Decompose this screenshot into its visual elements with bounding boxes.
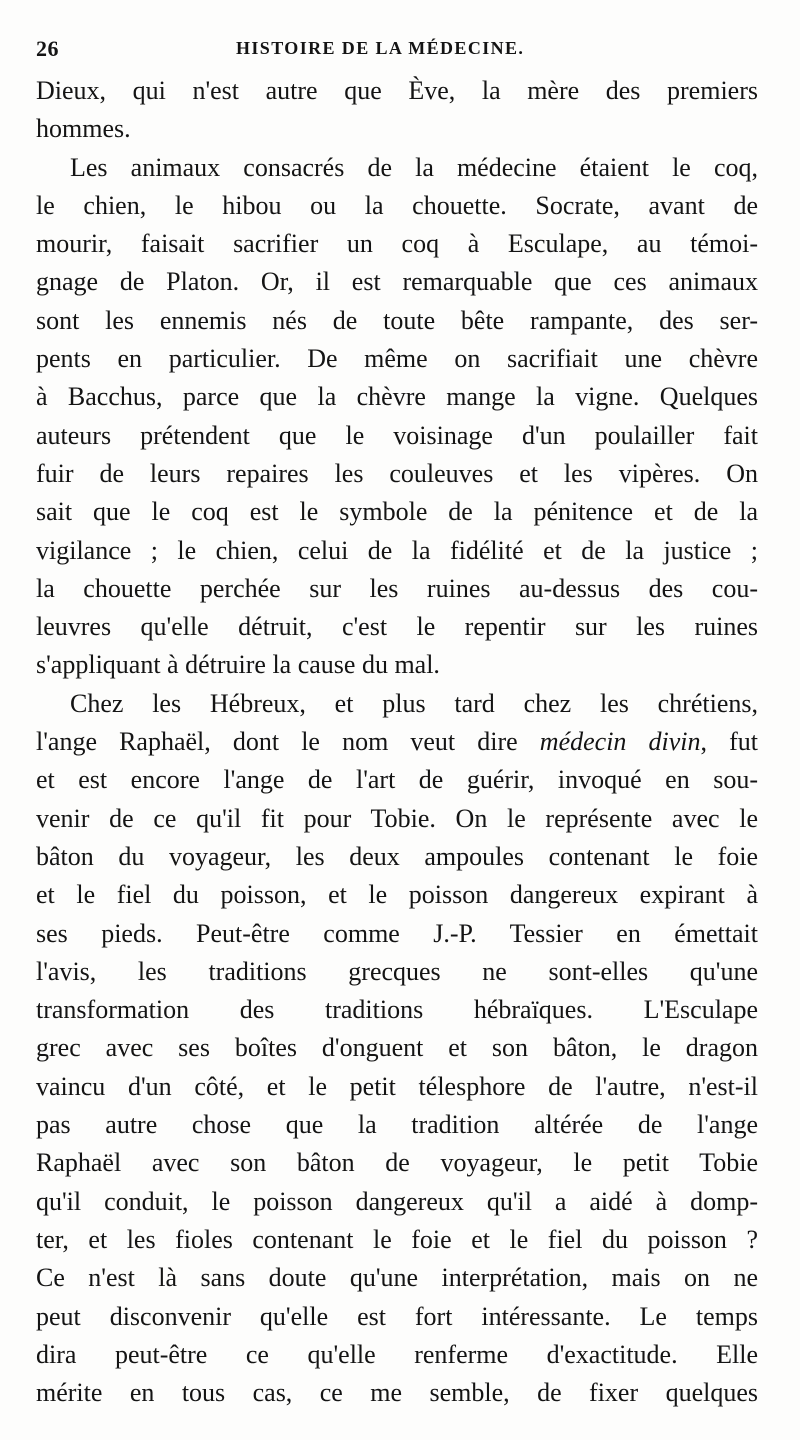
text-line: vigilance ; le chien, celui de la fidélité et de la justice ; xyxy=(36,535,758,565)
text-line: auteurs prétendent que le voisinage d'un poulailler fait xyxy=(36,420,758,450)
text-line: transformation des traditions hébraïques. L'Esculape xyxy=(36,995,758,1025)
text-line: Ce n'est là sans doute qu'une interprétation, mais on ne xyxy=(36,1263,758,1293)
text-line: sont les ennemis nés de toute bête rampante, des ser- xyxy=(36,305,758,335)
text-line: bâton du voyageur, les deux ampoules contenant le foie xyxy=(36,841,758,871)
text-line: dira peut-être ce qu'elle renferme d'exactitude. Elle xyxy=(36,1339,758,1369)
text-line: hommes. xyxy=(36,114,131,144)
text-line: leuvres qu'elle détruit, c'est le repentir sur les ruines xyxy=(36,612,758,642)
text-line: venir de ce qu'il fit pour Tobie. On le représente avec le xyxy=(36,803,758,833)
text-line: pas autre chose que la tradition altérée de l'ange xyxy=(36,1110,758,1140)
text-line: et le fiel du poisson, et le poisson dangereux expirant à xyxy=(36,880,758,910)
italic-phrase: médecin divin xyxy=(539,727,701,757)
text-line: peut disconvenir qu'elle est fort intéressante. Le temps xyxy=(36,1301,758,1331)
text-line: mourir, faisait sacrifier un coq à Esculape, au témoi- xyxy=(36,229,758,259)
text-line: l'avis, les traditions grecques ne sont-elles qu'une xyxy=(36,956,758,986)
text-line: le chien, le hibou ou la chouette. Socrate, avant de xyxy=(36,190,758,220)
text-line: Raphaël avec son bâton de voyageur, le petit Tobie xyxy=(36,1148,758,1178)
text-line: qu'il conduit, le poisson dangereux qu'il a aidé à domp- xyxy=(36,1186,758,1216)
text-line: gnage de Platon. Or, il est remarquable que ces animaux xyxy=(36,267,758,297)
text-line: ter, et les fioles contenant le foie et le fiel du poisson ? xyxy=(36,1224,758,1254)
text-line: Dieux, qui n'est autre que Ève, la mère des premiers xyxy=(36,76,758,105)
text-line: pents en particulier. De même on sacrifiait une chèvre xyxy=(36,344,758,374)
text-line: mérite en tous cas, ce me semble, de fixer quelques xyxy=(36,1378,758,1408)
text-span: , fut xyxy=(700,727,758,757)
text-line-with-italic xyxy=(36,723,758,761)
page-header xyxy=(36,36,760,66)
text-line: et est encore l'ange de l'art de guérir, invoqué en sou- xyxy=(36,765,758,795)
paragraph-start-line: Chez les Hébreux, et plus tard chez les chrétiens, xyxy=(70,688,758,718)
text-line: grec avec ses boîtes d'onguent et son bâton, le dragon xyxy=(36,1033,758,1063)
text-line: s'appliquant à détruire la cause du mal. xyxy=(36,650,440,680)
text-line: sait que le coq est le symbole de la pénitence et de la xyxy=(36,497,758,527)
text-line: la chouette perchée sur les ruines au-dessus des cou- xyxy=(36,573,758,603)
text-span: l'ange Raphaël, dont le nom veut dire xyxy=(36,727,540,757)
body-text xyxy=(36,72,758,1412)
page-number: 26 xyxy=(36,36,59,61)
text-line: fuir de leurs repaires les couleuves et les vipères. On xyxy=(36,458,758,488)
text-line: vaincu d'un côté, et le petit télesphore de l'autre, n'est-il xyxy=(36,1071,758,1101)
text-line: ses pieds. Peut-être comme J.-P. Tessier en émettait xyxy=(36,918,758,948)
running-title: HISTOIRE DE LA MÉDECINE. xyxy=(236,38,525,58)
paragraph-start-line: Les animaux consacrés de la médecine étaient le coq, xyxy=(70,152,758,182)
text-line: à Bacchus, parce que la chèvre mange la vigne. Quelques xyxy=(36,382,758,412)
